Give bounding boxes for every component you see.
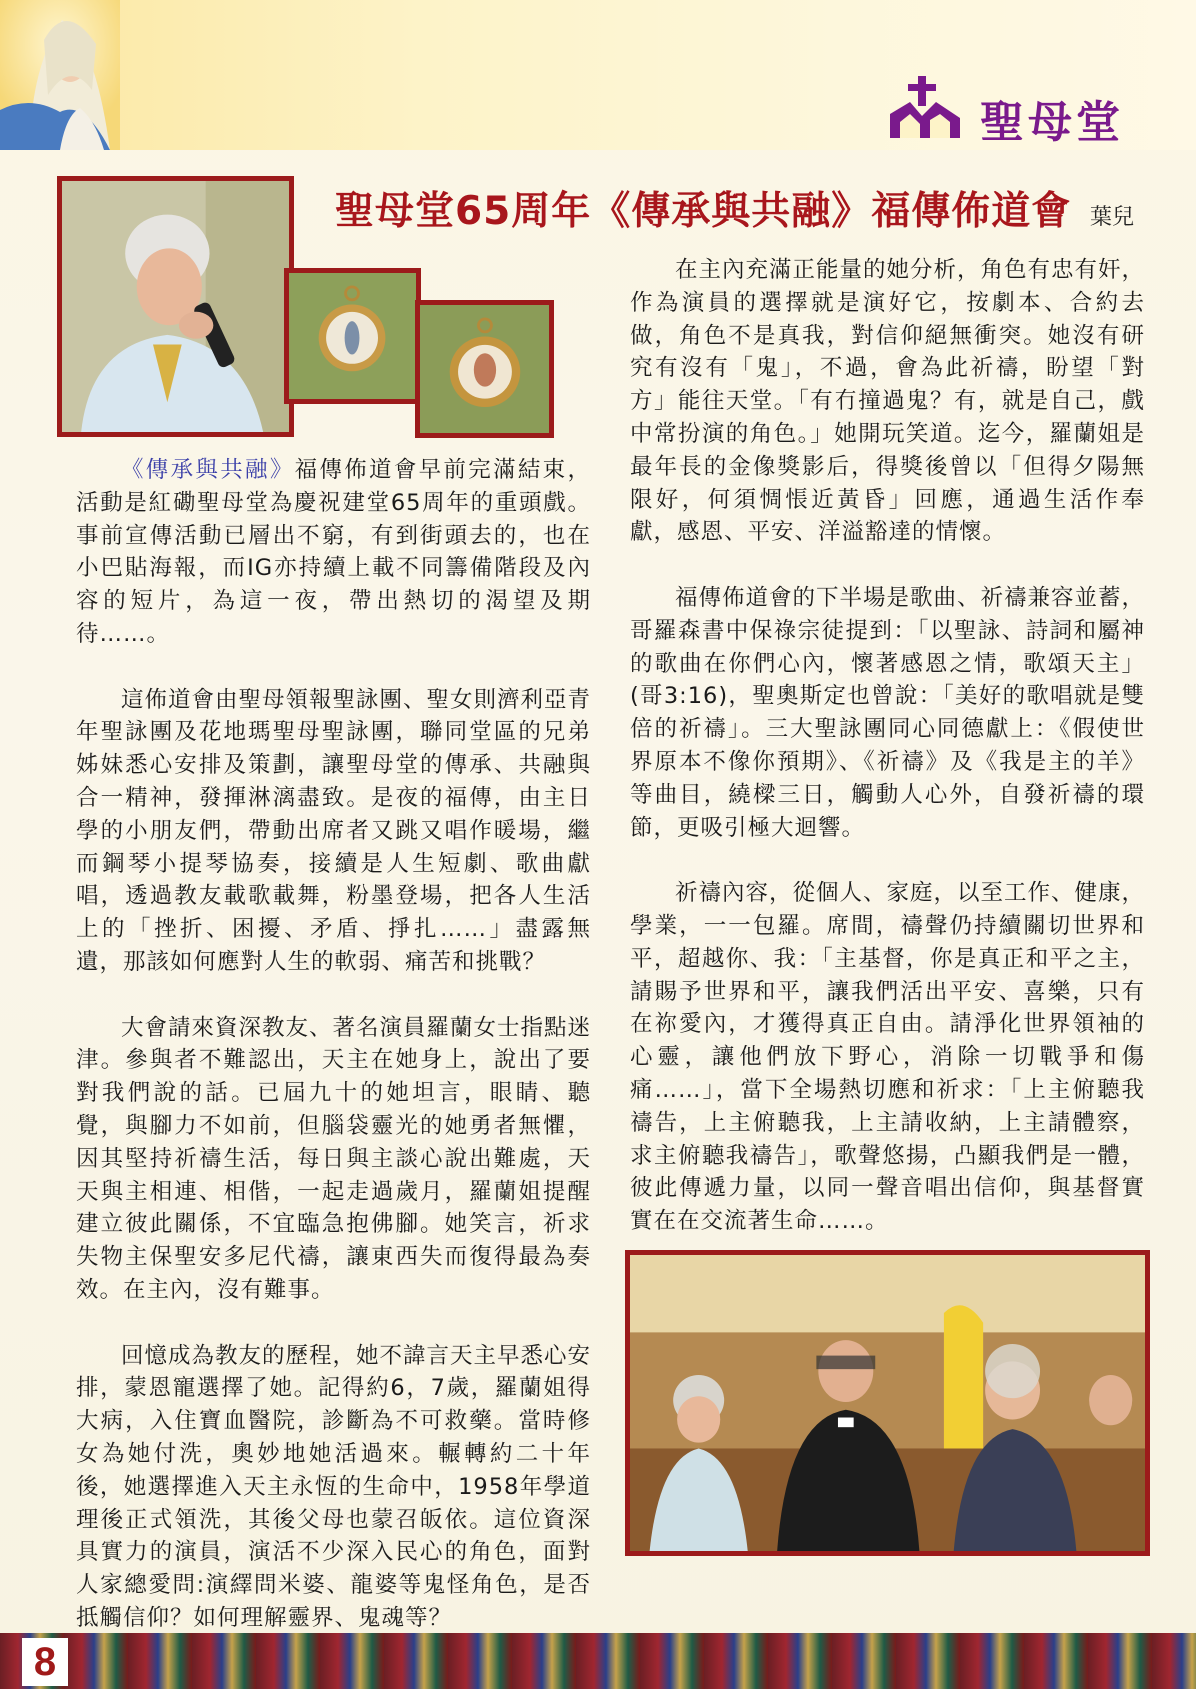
speaker-photo [57, 176, 294, 437]
stained-glass-footer [0, 1633, 1196, 1689]
paragraph [76, 454, 591, 651]
paragraph: 在主內充滿正能量的她分析，角色有忠有奸，作為演員的選擇就是演好它，按劇本、合約去做，角色不是真我，對信仰絕無衝突。她沒有研究有沒有「鬼」，不過，會為此祈禱，盼望「對方」能往天堂。「有冇撞過鬼？有，就是自己，戲中常扮演的角色。」她開玩笑道。迄今，羅蘭姐是最年長的金像獎影后，得獎後曾以「但得夕陽無限好，何須惆悵近黃昏」回應，通過生活作奉獻，感恩、平安、洋溢豁達的情懷。 [630, 257, 1146, 546]
paragraph: 這佈道會由聖母領報聖詠團、聖女則濟利亞青年聖詠團及花地瑪聖母聖詠團，聯同堂區的兄弟姊妹悉心安排及策劃，讓聖母堂的傳承、共融與合一精神，發揮淋漓盡致。是夜的福傳，由主日學的小朋友們，帶動出席者又跳又唱作暖場，繼而鋼琴小提琴協奏，接續是人生短劇、歌曲獻唱，透過教友載歌載舞，粉墨登場，把各人生活上的「挫折、困擾、矛盾、掙扎……」盡露無遺，那該如何應對人生的軟弱、痛苦和挑戰？ [76, 686, 592, 975]
paragraph: 祈禱內容，從個人、家庭，以至工作、健康，學業，一一包羅。席間，禱聲仍持續關切世界和平，超越你、我：「主基督，你是真正和平之主，請賜予世界和平，讓我們活出平安、喜樂，只有在祢愛內，才獲得真正自由。請淨化世界領袖的心靈，讓他們放下野心，消除一切戰爭和傷痛……」，當下全場熱切應和祈求：「上主俯聽我禱告，上主俯聽我，上主請收納，上主請體察，求主俯聽我禱告」，歌聲悠揚，凸顯我們是一體，彼此傳遞力量，以同一聲音唱出信仰，與基督實實在在交流著生命……。 [630, 880, 1146, 1235]
right-column [630, 254, 1145, 1271]
article-title: 聖母堂65周年《傳承與共融》福傳佈道會 [335, 189, 1072, 234]
highlight-title: 《傳承與共融》 [121, 457, 295, 483]
left-column [76, 454, 591, 1667]
section-title: 聖母堂 [980, 97, 1124, 148]
paragraph: 大會請來資深教友、著名演員羅蘭女士指點迷津。參與者不難認出，天主在她身上，說出了要對我們說的話。已屆九十的她坦言，眼睛、聽覺，與腳力不如前，但腦袋靈光的她勇者無懼，因其堅持祈禱生活，每日與主談心說出難處，天天與主相連、相偕，一起走過歲月，羅蘭姐提醒建立彼此關係，不宜臨急抱佛腳。她笑言，祈求失物主保聖安多尼代禱，讓東西失而復得最為奏效。在主內，沒有難事。 [76, 1014, 592, 1303]
medal-photo-2 [415, 300, 554, 438]
church-logo-icon [890, 76, 960, 138]
group-photo [625, 1250, 1150, 1556]
page-number: 8 [22, 1638, 68, 1686]
page-header [0, 0, 1196, 150]
medal-photo-1 [284, 268, 421, 404]
article-author: 葉兒 [1090, 205, 1135, 230]
paragraph-text: 福傳佈道會早前完滿結束，活動是紅磡聖母堂為慶祝建堂65周年的重頭戲。事前宣傳活動已層出不窮，有到街頭去的，也在小巴貼海報，而IG亦持續上載不同籌備階段及內容的短片，為這一夜，帶出熱切的渴望及期待……。 [76, 457, 591, 647]
paragraph: 回憶成為教友的歷程，她不諱言天主早悉心安排，蒙恩寵選擇了她。記得約6，7歲，羅蘭姐得大病，入住寶血醫院，診斷為不可救藥。當時修女為她付洗，奧妙地她活過來。輾轉約二十年後，她選擇進入天主永恆的生命中，1958年學道理後正式領洗，其後父母也蒙召皈依。這位資深具實力的演員，演活不少深入民心的角色，面對人家總愛問:演繹問米婆、龍婆等鬼怪角色，是否抵觸信仰？如何理解靈界、鬼魂等？ [76, 1342, 592, 1631]
paragraph: 福傳佈道會的下半場是歌曲、祈禱兼容並蓄，哥羅森書中保祿宗徒提到：「以聖詠、詩詞和屬神的歌曲在你們心內，懷著感恩之情，歌頌天主」(哥3:16)，聖奧斯定也曾說：「美好的歌唱就是雙倍的祈禱」。三大聖詠團同心同德獻上：《假使世界原本不像你預期》、《祈禱》及《我是主的羊》等曲目，繞樑三日，觸動人心外，自發祈禱的環節，更吸引極大迴響。 [630, 584, 1146, 841]
virgin-mary-statue-image [0, 0, 120, 150]
